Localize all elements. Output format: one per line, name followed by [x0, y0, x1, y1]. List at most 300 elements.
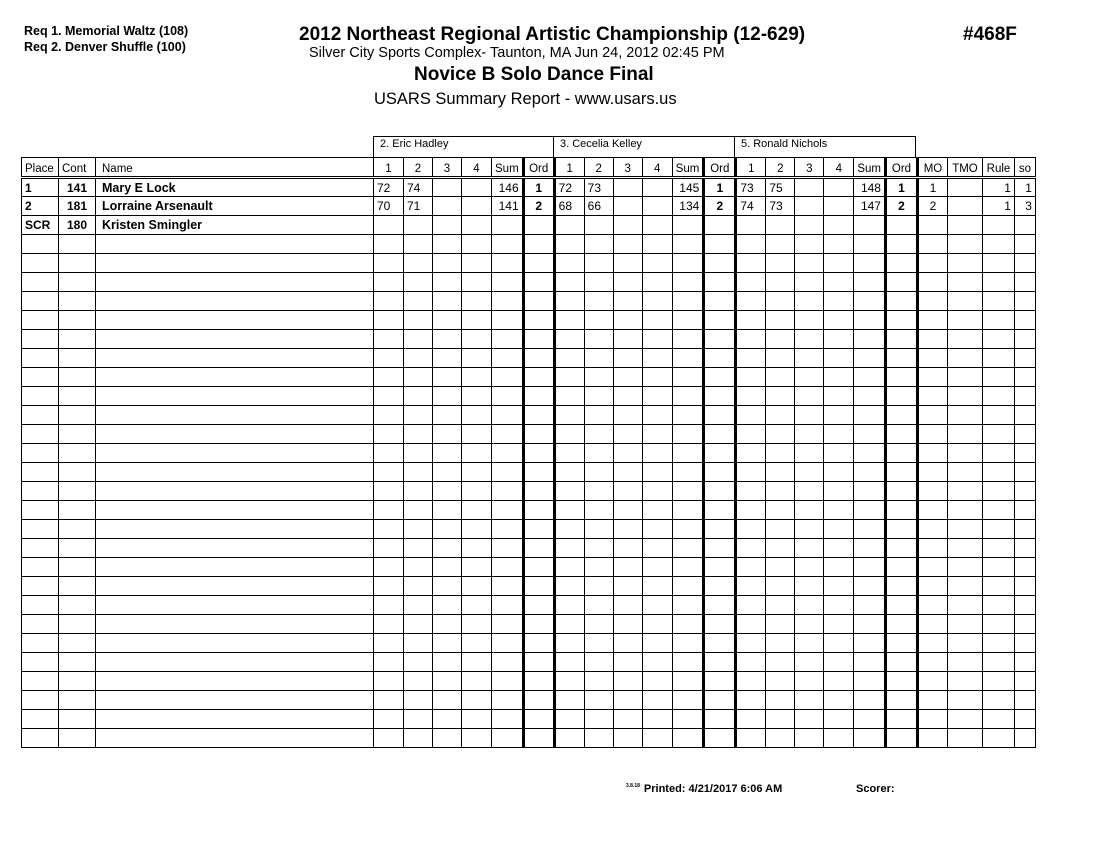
judge2-score-cell-2: [584, 368, 613, 387]
judge1-score-cell-6: [523, 634, 554, 653]
judge2-score-cell-6: [704, 615, 736, 634]
cont-cell: [59, 672, 96, 691]
judge3-score-cell-3: [795, 577, 824, 596]
cont-cell: [59, 634, 96, 653]
judge3-score-cell-6: [885, 653, 917, 672]
judge3-score-cell-6: [885, 729, 917, 748]
place-cell: [22, 596, 59, 615]
judge2-score-cell-5: [672, 216, 704, 235]
cont-cell: [59, 463, 96, 482]
place-cell: [22, 463, 59, 482]
so-cell: [1014, 653, 1035, 672]
judge3-score-cell-1: [736, 235, 766, 254]
rule-cell: [982, 444, 1014, 463]
judge1-score-cell-6: [523, 444, 554, 463]
judge2-score-cell-6: [704, 444, 736, 463]
judge1-score-cell-3: [433, 463, 462, 482]
tmo-cell: [947, 596, 982, 615]
judge1-score-cell-6: [523, 729, 554, 748]
judge2-score-cell-6: [704, 368, 736, 387]
judge1-score-cell-3: [433, 349, 462, 368]
judge1-score-cell-6: [523, 501, 554, 520]
judge1-score-cell-4: [462, 501, 492, 520]
mo-cell: [917, 482, 947, 501]
table-row: [22, 558, 1036, 577]
judge2-score-cell-2: [584, 349, 613, 368]
name-cell: [96, 292, 374, 311]
col-header-j2-ord: Ord: [704, 158, 736, 178]
judge2-score-cell-1: [554, 273, 584, 292]
so-cell: [1014, 596, 1035, 615]
rule-cell: [982, 653, 1014, 672]
judge1-score-cell-6: [523, 425, 554, 444]
mo-cell: [917, 444, 947, 463]
name-cell: [96, 463, 374, 482]
so-cell: [1014, 273, 1035, 292]
venue-line: Silver City Sports Complex- Taunton, MA Jun 24, 2012 02:45 PM: [309, 45, 725, 61]
judge1-score-cell-1: [374, 672, 404, 691]
so-cell: [1014, 672, 1035, 691]
tmo-cell: [947, 368, 982, 387]
name-cell: [96, 501, 374, 520]
judge3-score-cell-5: [854, 235, 886, 254]
name-cell: [96, 444, 374, 463]
judge2-score-cell-5: 134: [672, 197, 704, 216]
judge3-score-cell-3: [795, 368, 824, 387]
judge3-score-cell-3: [795, 501, 824, 520]
judge3-score-cell-3: [795, 482, 824, 501]
judge1-score-cell-3: [433, 558, 462, 577]
judge1-score-cell-5: [492, 349, 524, 368]
judge1-score-cell-5: [492, 710, 524, 729]
judge3-score-cell-5: [854, 729, 886, 748]
judge1-score-cell-5: [492, 558, 524, 577]
judge3-score-cell-5: [854, 387, 886, 406]
judge1-score-cell-6: 1: [523, 178, 554, 197]
judge1-score-cell-4: [462, 520, 492, 539]
judge1-score-cell-4: [462, 216, 492, 235]
judge1-score-cell-3: [433, 634, 462, 653]
judge3-score-cell-5: [854, 292, 886, 311]
judge2-score-cell-4: [642, 482, 672, 501]
so-cell: [1014, 425, 1035, 444]
judge1-score-cell-2: [404, 634, 433, 653]
mo-cell: [917, 539, 947, 558]
judge2-score-cell-1: [554, 349, 584, 368]
judge3-score-cell-4: [824, 349, 854, 368]
judge3-score-cell-4: [824, 444, 854, 463]
name-cell: [96, 235, 374, 254]
judge3-score-cell-5: [854, 615, 886, 634]
judge1-score-cell-2: [404, 254, 433, 273]
rule-cell: [982, 520, 1014, 539]
rule-cell: [982, 482, 1014, 501]
judge2-score-cell-4: [642, 539, 672, 558]
judge2-score-cell-4: [642, 444, 672, 463]
so-cell: [1014, 235, 1035, 254]
judge3-score-cell-4: [824, 216, 854, 235]
judge3-score-cell-2: [766, 425, 795, 444]
place-cell: [22, 558, 59, 577]
mo-cell: [917, 520, 947, 539]
judge2-score-cell-5: [672, 463, 704, 482]
judge1-score-cell-6: [523, 596, 554, 615]
judge3-score-cell-6: [885, 444, 917, 463]
judge1-score-cell-5: [492, 577, 524, 596]
judge2-score-cell-3: [613, 444, 642, 463]
judge1-score-cell-3: [433, 444, 462, 463]
judge3-score-cell-1: [736, 539, 766, 558]
mo-cell: [917, 558, 947, 577]
so-cell: [1014, 406, 1035, 425]
judge1-score-cell-5: [492, 406, 524, 425]
judge1-score-cell-1: [374, 425, 404, 444]
tmo-cell: [947, 672, 982, 691]
cont-cell: [59, 558, 96, 577]
judge1-score-cell-2: [404, 463, 433, 482]
judge1-score-cell-3: [433, 729, 462, 748]
tmo-cell: [947, 577, 982, 596]
judge1-score-cell-3: [433, 406, 462, 425]
col-header-place: Place: [22, 158, 59, 178]
judge2-score-cell-6: [704, 672, 736, 691]
judge3-score-cell-6: 1: [885, 178, 917, 197]
judge2-score-cell-5: [672, 596, 704, 615]
judge3-score-cell-6: [885, 577, 917, 596]
so-cell: [1014, 444, 1035, 463]
judge3-score-cell-3: [795, 235, 824, 254]
judge2-score-cell-4: [642, 349, 672, 368]
judge1-score-cell-5: [492, 273, 524, 292]
tmo-cell: [947, 216, 982, 235]
judge2-score-cell-2: [584, 577, 613, 596]
judge2-score-cell-2: [584, 615, 613, 634]
cont-cell: [59, 539, 96, 558]
judge2-score-cell-6: [704, 501, 736, 520]
judge1-score-cell-5: [492, 292, 524, 311]
judge3-score-cell-3: [795, 539, 824, 558]
judge1-score-cell-4: [462, 254, 492, 273]
judge3-score-cell-5: [854, 577, 886, 596]
tmo-cell: [947, 273, 982, 292]
judge3-score-cell-3: [795, 387, 824, 406]
judge3-score-cell-2: [766, 653, 795, 672]
judge1-score-cell-3: [433, 235, 462, 254]
judge1-score-cell-4: [462, 444, 492, 463]
place-cell: [22, 691, 59, 710]
name-cell: [96, 691, 374, 710]
judge1-score-cell-2: [404, 615, 433, 634]
judge1-score-cell-6: [523, 482, 554, 501]
judge3-score-cell-5: [854, 444, 886, 463]
judge3-score-cell-6: [885, 463, 917, 482]
judge2-score-cell-5: [672, 254, 704, 273]
judge1-score-cell-6: [523, 235, 554, 254]
judge3-score-cell-4: [824, 653, 854, 672]
judge3-score-cell-2: [766, 501, 795, 520]
rule-cell: [982, 368, 1014, 387]
judge3-score-cell-5: 148: [854, 178, 886, 197]
judge1-score-cell-2: [404, 330, 433, 349]
judge1-score-cell-5: [492, 368, 524, 387]
judge2-score-cell-6: [704, 634, 736, 653]
judge2-score-cell-1: [554, 634, 584, 653]
required-dance-2: Req 2. Denver Shuffle (100): [24, 40, 186, 54]
version-label: 3.8.18: [626, 783, 640, 789]
judge1-score-cell-3: [433, 273, 462, 292]
table-row: [22, 596, 1036, 615]
judge3-score-cell-4: [824, 311, 854, 330]
judge1-score-cell-1: [374, 634, 404, 653]
judge2-score-cell-3: [613, 710, 642, 729]
name-cell: [96, 406, 374, 425]
judge3-score-cell-1: [736, 653, 766, 672]
place-cell: [22, 710, 59, 729]
judge2-score-cell-3: [613, 672, 642, 691]
name-cell: [96, 653, 374, 672]
judge3-score-cell-4: [824, 292, 854, 311]
judge3-score-cell-4: [824, 710, 854, 729]
place-cell: [22, 634, 59, 653]
rule-cell: [982, 615, 1014, 634]
judge1-score-cell-3: [433, 387, 462, 406]
mo-cell: [917, 406, 947, 425]
judge1-score-cell-2: [404, 558, 433, 577]
judge2-score-cell-6: [704, 311, 736, 330]
judge3-score-cell-6: [885, 349, 917, 368]
judge2-score-cell-1: [554, 254, 584, 273]
judge2-score-cell-3: [613, 520, 642, 539]
so-cell: [1014, 216, 1035, 235]
rule-cell: [982, 558, 1014, 577]
judge2-score-cell-3: [613, 273, 642, 292]
judge2-score-cell-1: [554, 520, 584, 539]
judge2-score-cell-4: [642, 216, 672, 235]
judge1-score-cell-5: [492, 596, 524, 615]
judge3-score-cell-3: [795, 216, 824, 235]
judge3-score-cell-3: [795, 273, 824, 292]
judge2-score-cell-2: [584, 729, 613, 748]
judge3-score-cell-2: [766, 292, 795, 311]
printed-line: [626, 783, 782, 795]
judge2-score-cell-2: [584, 254, 613, 273]
judge1-score-cell-5: [492, 254, 524, 273]
judge2-score-cell-5: [672, 292, 704, 311]
judge-header-1: [373, 136, 554, 157]
tmo-cell: [947, 653, 982, 672]
judge1-score-cell-5: 146: [492, 178, 524, 197]
place-cell: [22, 311, 59, 330]
col-header-j3-sum: Sum: [854, 158, 886, 178]
judge2-score-cell-6: [704, 577, 736, 596]
judge1-score-cell-5: [492, 216, 524, 235]
judge2-score-cell-6: [704, 235, 736, 254]
judge3-score-cell-4: [824, 672, 854, 691]
judge3-score-cell-1: [736, 406, 766, 425]
judge3-score-cell-3: [795, 178, 824, 197]
so-cell: [1014, 520, 1035, 539]
judge3-score-cell-1: 74: [736, 197, 766, 216]
judge3-score-cell-5: [854, 254, 886, 273]
judge3-score-cell-2: [766, 634, 795, 653]
tmo-cell: [947, 634, 982, 653]
judge2-score-cell-5: [672, 672, 704, 691]
mo-cell: [917, 596, 947, 615]
judge3-score-cell-2: [766, 710, 795, 729]
rule-cell: [982, 425, 1014, 444]
judge2-score-cell-1: [554, 216, 584, 235]
judge2-score-cell-1: [554, 653, 584, 672]
judge2-score-cell-6: [704, 349, 736, 368]
tmo-cell: [947, 482, 982, 501]
judge1-score-cell-1: [374, 710, 404, 729]
judge2-score-cell-4: [642, 178, 672, 197]
so-cell: [1014, 311, 1035, 330]
judge2-score-cell-2: [584, 444, 613, 463]
so-cell: [1014, 729, 1035, 748]
judge3-score-cell-6: [885, 311, 917, 330]
judge2-score-cell-6: [704, 254, 736, 273]
judge3-score-cell-5: [854, 558, 886, 577]
judge2-score-cell-4: [642, 235, 672, 254]
col-header-cont: Cont: [59, 158, 96, 178]
judge1-score-cell-5: 141: [492, 197, 524, 216]
judge1-score-cell-2: [404, 501, 433, 520]
judge3-score-cell-2: [766, 387, 795, 406]
judge2-score-cell-3: [613, 463, 642, 482]
judge3-score-cell-6: [885, 292, 917, 311]
scorer-label: Scorer:: [856, 783, 895, 795]
judge3-score-cell-4: [824, 482, 854, 501]
judge3-score-cell-5: [854, 672, 886, 691]
table-row: [22, 235, 1036, 254]
judge1-score-cell-6: [523, 520, 554, 539]
name-cell: [96, 425, 374, 444]
tmo-cell: [947, 501, 982, 520]
judge3-score-cell-5: [854, 368, 886, 387]
table-row: [22, 425, 1036, 444]
judge3-score-cell-3: [795, 292, 824, 311]
judge3-score-cell-5: [854, 216, 886, 235]
judge1-score-cell-1: [374, 444, 404, 463]
judge1-score-cell-6: [523, 387, 554, 406]
judge1-score-cell-6: [523, 254, 554, 273]
judge3-score-cell-2: [766, 520, 795, 539]
judge2-score-cell-4: [642, 368, 672, 387]
judge2-score-cell-5: [672, 273, 704, 292]
judge2-score-cell-3: [613, 577, 642, 596]
rule-cell: [982, 691, 1014, 710]
judge2-score-cell-2: [584, 653, 613, 672]
col-header-j3-ord: Ord: [885, 158, 917, 178]
judge2-score-cell-1: [554, 330, 584, 349]
judge3-score-cell-6: [885, 406, 917, 425]
judge3-score-cell-5: [854, 539, 886, 558]
judge2-score-cell-6: [704, 558, 736, 577]
judge1-score-cell-6: [523, 691, 554, 710]
judge2-score-cell-5: [672, 368, 704, 387]
place-cell: [22, 539, 59, 558]
judge2-score-cell-5: [672, 710, 704, 729]
mo-cell: [917, 387, 947, 406]
judge2-score-cell-3: [613, 311, 642, 330]
judge1-score-cell-1: [374, 368, 404, 387]
rule-cell: [982, 463, 1014, 482]
judge-header-3: [734, 136, 916, 157]
judge3-score-cell-2: [766, 691, 795, 710]
judge1-score-cell-5: [492, 387, 524, 406]
judge1-score-cell-5: [492, 672, 524, 691]
judge3-score-cell-2: [766, 330, 795, 349]
judge2-score-cell-3: [613, 349, 642, 368]
tmo-cell: [947, 463, 982, 482]
judge2-score-cell-5: [672, 634, 704, 653]
judge3-score-cell-1: 73: [736, 178, 766, 197]
cont-cell: [59, 349, 96, 368]
judge2-score-cell-4: [642, 615, 672, 634]
so-cell: [1014, 501, 1035, 520]
judge2-score-cell-2: [584, 501, 613, 520]
judge2-score-cell-1: [554, 691, 584, 710]
judge3-score-cell-6: [885, 330, 917, 349]
judge2-score-cell-4: [642, 273, 672, 292]
judge2-score-cell-3: [613, 596, 642, 615]
judge1-score-cell-1: [374, 596, 404, 615]
judge2-score-cell-3: [613, 330, 642, 349]
judge2-score-cell-2: [584, 463, 613, 482]
mo-cell: [917, 216, 947, 235]
judge1-score-cell-1: [374, 558, 404, 577]
name-cell: [96, 273, 374, 292]
judge2-score-cell-2: [584, 406, 613, 425]
mo-cell: [917, 235, 947, 254]
place-cell: [22, 368, 59, 387]
cont-cell: [59, 710, 96, 729]
mo-cell: [917, 254, 947, 273]
judge1-score-cell-1: [374, 330, 404, 349]
judge3-score-cell-4: [824, 197, 854, 216]
judge1-score-cell-4: [462, 292, 492, 311]
judge3-score-cell-2: [766, 482, 795, 501]
judge3-score-cell-1: [736, 672, 766, 691]
judge3-score-cell-4: [824, 539, 854, 558]
place-cell: 2: [22, 197, 59, 216]
table-row: [22, 254, 1036, 273]
judge1-score-cell-3: [433, 691, 462, 710]
judge2-score-cell-6: [704, 463, 736, 482]
mo-cell: [917, 653, 947, 672]
judge1-score-cell-6: [523, 330, 554, 349]
name-cell: [96, 596, 374, 615]
judge3-score-cell-4: [824, 330, 854, 349]
judge3-score-cell-5: [854, 710, 886, 729]
name-cell: [96, 634, 374, 653]
judge3-score-cell-2: [766, 672, 795, 691]
rule-cell: [982, 710, 1014, 729]
judge3-score-cell-4: [824, 273, 854, 292]
judge2-score-cell-6: [704, 482, 736, 501]
judge2-score-cell-4: [642, 710, 672, 729]
judge2-score-cell-5: [672, 406, 704, 425]
judge3-score-cell-3: [795, 444, 824, 463]
table-row: [22, 216, 1036, 235]
judge-name: 5. Ronald Nichols: [741, 138, 828, 150]
mo-cell: [917, 577, 947, 596]
judge3-score-cell-2: [766, 254, 795, 273]
col-header-j3-4: 4: [824, 158, 854, 178]
judge2-score-cell-1: [554, 444, 584, 463]
judge3-score-cell-1: [736, 615, 766, 634]
